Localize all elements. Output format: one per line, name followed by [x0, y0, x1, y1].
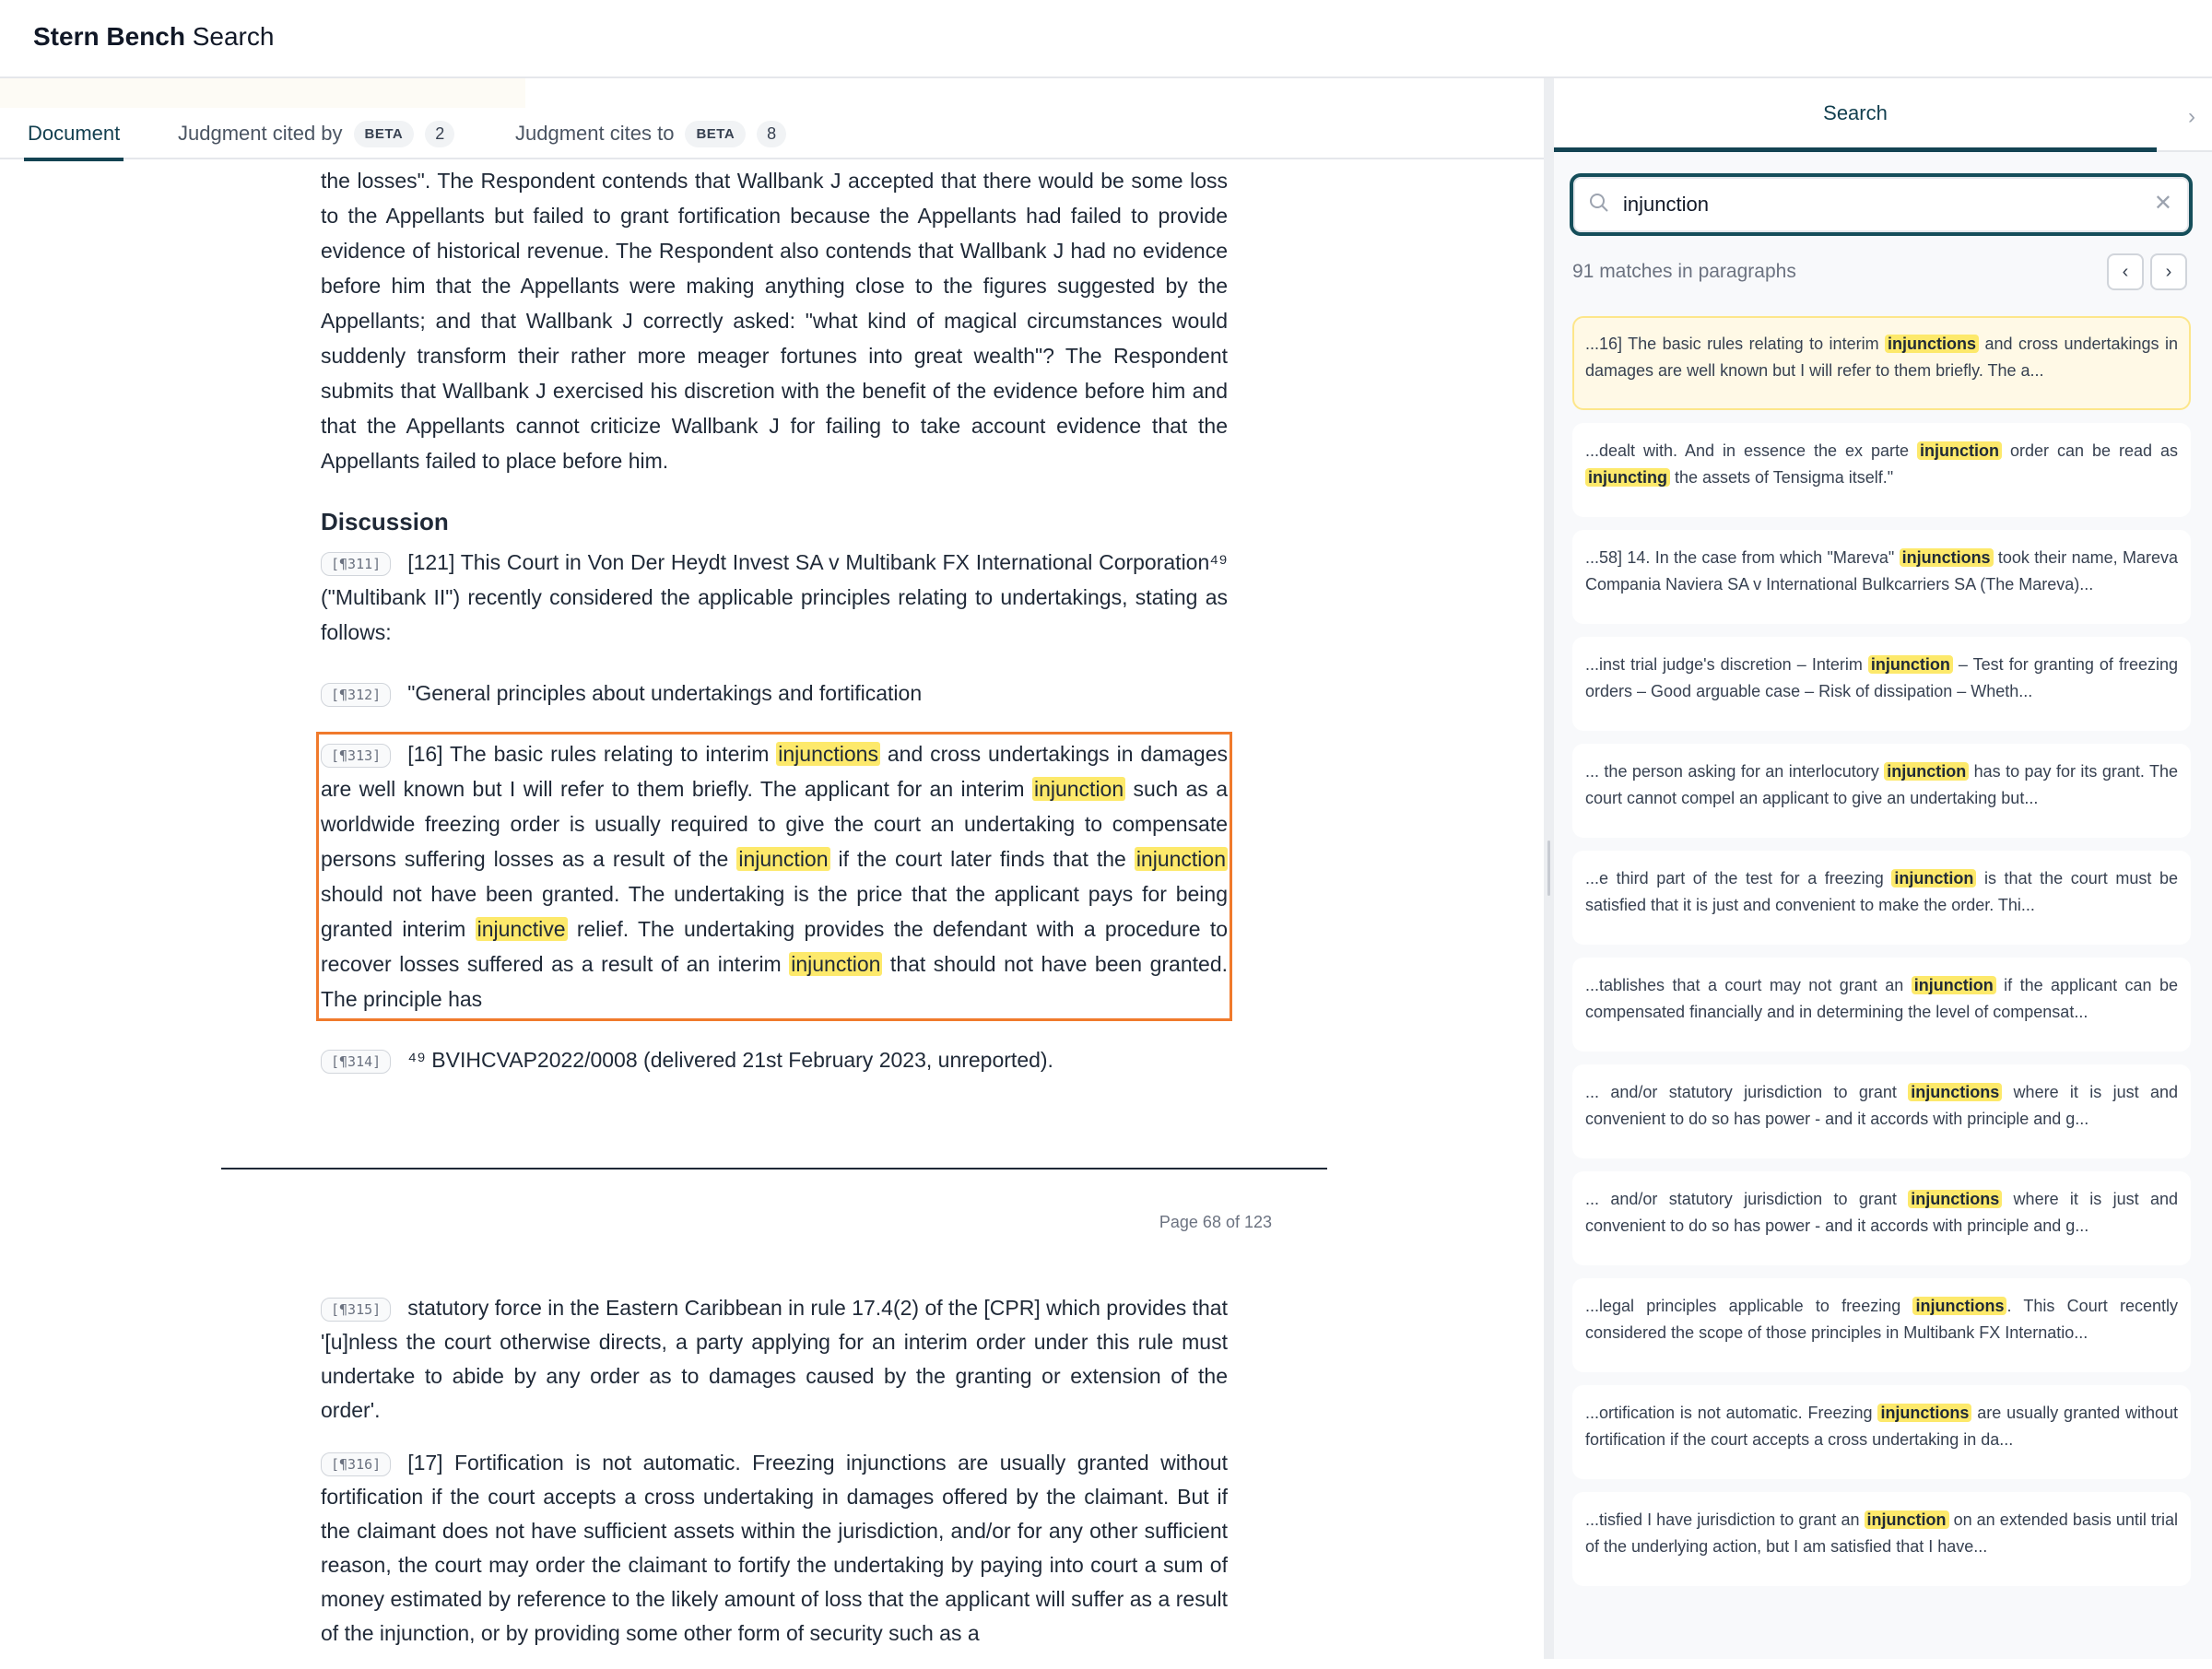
- prev-match-button[interactable]: ‹: [2107, 253, 2144, 290]
- paragraph-text: ⁴⁹ BVIHCVAP2022/0008 (delivered 21st February 2023, unreported).: [407, 1048, 1053, 1072]
- search-result-card[interactable]: [1572, 744, 2191, 838]
- paragraph-text: the losses". The Respondent contends that Wallbank J accepted that there would be some loss to the Appellants but failed to grant fortification because the Appellants had failed to provide evidence of historical revenue. The Respondent also contends that Wallbank J had no evidence before him that the Appellants were making anything close to the figures suggested by the Appellants; and that Wallbank J correctly asked: "what kind of magical circumstances would suddenly transform their rather more meager fortunes into great wealth"? The Respondent submits that Wallbank J exercised his discretion with the benefit of the evidence before him and that the Appellants cannot criticize Wallbank J for failing to take account evidence that the Appellants failed to place before him.: [321, 169, 1228, 473]
- result-text: ... the person asking for an interlocutory: [1585, 762, 1885, 781]
- search-result-card[interactable]: [1572, 316, 2191, 410]
- search-highlight: injunction: [738, 847, 829, 871]
- result-text: if the applicant can be compensated financially and in determining the level of compensat...: [1585, 976, 2179, 1021]
- result-hit: injunction: [1884, 762, 1969, 781]
- search-result-card[interactable]: [1572, 1064, 2191, 1158]
- paragraph: [321, 676, 1228, 711]
- search-highlight: injunction: [791, 952, 881, 976]
- tab-label: Document: [28, 122, 121, 145]
- result-hit: injunction: [1912, 976, 1996, 994]
- tab-label: Search: [1823, 100, 1888, 124]
- paragraph-text: "General principles about undertakings and fortification: [407, 681, 923, 705]
- result-text: where it is just and convenient to do so has power - and it accords with principle and g...: [1585, 1190, 2179, 1235]
- paragraph-marker[interactable]: [¶314]: [321, 1050, 391, 1074]
- result-text: and cross undertakings in damages are well known but I will refer to them briefly. The a...: [1585, 335, 2178, 380]
- paragraph: [321, 1291, 1228, 1428]
- search-box: [1570, 173, 2193, 236]
- result-text: are usually granted without fortification if the court accepts a cross undertaking in da...: [1585, 1404, 2178, 1449]
- paragraph-marker[interactable]: [¶311]: [321, 552, 391, 576]
- beta-badge: BETA: [685, 121, 746, 147]
- paragraph-text: [17] Fortification is not automatic. Freezing injunctions are usually granted without fortification if the court accepts a cross undertaking in damages offered by the claimant. But if the claimant does not have sufficient assets within the jurisdiction, and/or for any other sufficient reason, the court may order the claimant to fortify the undertaking by paying into court a sum of money estimated by reference to the likely amount of loss that the applicant will suffer as a result of the injunction, or by providing some other form of security such as a: [321, 1451, 1228, 1645]
- result-text: took their name, Mareva Compania Naviera SA v International Bulkcarriers SA (The Mareva)...: [1585, 548, 2178, 594]
- paragraph-marker[interactable]: [¶313]: [321, 744, 391, 768]
- result-text: – Test for granting of freezing orders – Good arguable case – Risk of dissipation – Wheth...: [1585, 655, 2179, 700]
- result-hit: injunction: [1917, 441, 2002, 460]
- result-text: on an extended basis until trial of the underlying action, but I am satisfied that I have...: [1585, 1510, 2178, 1556]
- result-text: ...dealt with. And in essence the ex parte: [1585, 441, 1918, 460]
- main-layout: [0, 78, 2212, 1659]
- beta-badge: BETA: [354, 121, 415, 147]
- result-hit: injunction: [1865, 1510, 1949, 1529]
- tab-search[interactable]: [1554, 78, 2157, 152]
- tab-document[interactable]: [28, 108, 120, 159]
- paragraph-text: should not have been granted. The undertaking is the price that the applicant pays for being granted interim: [321, 882, 1228, 941]
- tab-bar-tint: [0, 78, 525, 108]
- search-result-card[interactable]: [1572, 1278, 2191, 1372]
- paragraph-text: [121] This Court in Von Der Heydt Invest SA v Multibank FX International Corporation⁴⁹ ("Multibank II") recently considered the applicable principles relating to undertakings, stating as follows:: [321, 550, 1228, 644]
- result-text: ...16] The basic rules relating to interim: [1585, 335, 1886, 353]
- result-hit: injunctions: [1908, 1190, 2002, 1208]
- section-heading: Discussion: [321, 508, 449, 535]
- result-text: ...inst trial judge's discretion – Interim: [1585, 655, 1868, 674]
- document-panel: [0, 78, 1544, 1659]
- search-result-card[interactable]: [1572, 1492, 2191, 1586]
- paragraph-text: if the court later finds that the: [830, 847, 1135, 871]
- page-break-rule: [221, 1168, 1327, 1169]
- tab-judgment-cites-to[interactable]: [515, 108, 786, 159]
- result-text: ...58] 14. In the case from which "Mareva": [1585, 548, 1900, 567]
- tab-label: Judgment cited by: [178, 122, 343, 145]
- search-result-card[interactable]: [1572, 423, 2191, 517]
- result-hit: injuncting: [1585, 468, 1670, 487]
- search-panel-tabs: [1554, 78, 2212, 152]
- result-hit: injunctions: [1908, 1083, 2002, 1101]
- result-text: ...legal principles applicable to freezing: [1585, 1297, 1913, 1315]
- result-text: ...ortification is not automatic. Freezing: [1585, 1404, 1878, 1422]
- search-panel: [1554, 78, 2212, 1659]
- document-body-next-page: [321, 1291, 1228, 1669]
- result-text: ...tisfied I have jurisdiction to grant an: [1585, 1510, 1865, 1529]
- search-icon: [1588, 192, 1610, 214]
- result-hit: injunctions: [1900, 548, 1994, 567]
- search-result-card[interactable]: [1572, 1385, 2191, 1479]
- result-text: ...tablishes that a court may not grant an: [1585, 976, 1912, 994]
- result-text: ... and/or statutory jurisdiction to grant: [1585, 1190, 1909, 1208]
- search-highlight: injunctions: [778, 742, 878, 766]
- result-text: ...e third part of the test for a freezing: [1585, 869, 1892, 887]
- result-hit: injunctions: [1877, 1404, 1971, 1422]
- search-highlight: injunction: [1135, 847, 1226, 871]
- resize-grip[interactable]: [1547, 840, 1550, 896]
- paragraph-text: statutory force in the Eastern Caribbean in rule 17.4(2) of the [CPR] which provides that '[u]nless the court otherwise directs, a party applying for an interim order under this rule must undertake to abide by any order as to damages caused by the granting or extension of the order'.: [321, 1296, 1228, 1422]
- paragraph-marker[interactable]: [¶315]: [321, 1298, 391, 1322]
- result-hit: injunctions: [1912, 1297, 2006, 1315]
- paragraph-text: and cross undertakings in damages are well known but I will refer to them briefly. The applicant for an interim: [321, 742, 1229, 801]
- page-number-label: Page 68 of 123: [1159, 1213, 1272, 1231]
- paragraph-marker[interactable]: [¶316]: [321, 1452, 391, 1476]
- result-text: is that the court must be satisfied that it is just and convenient to make the order. Thi...: [1585, 869, 2178, 914]
- search-result-card[interactable]: [1572, 958, 2191, 1052]
- result-text: ... and/or statutory jurisdiction to grant: [1585, 1083, 1909, 1101]
- brand-bold: Stern Bench: [33, 22, 185, 51]
- paragraph-text: [16] The basic rules relating to interim: [407, 742, 777, 766]
- result-hit: injunction: [1868, 655, 1953, 674]
- count-badge: 8: [757, 121, 786, 147]
- active-paragraph: [321, 736, 1228, 1017]
- paragraph: [321, 1446, 1228, 1651]
- match-count: 91 matches in paragraphs: [1572, 261, 1796, 282]
- search-result-card[interactable]: [1572, 1171, 2191, 1265]
- paragraph-text: that should not have been granted. The principle has: [321, 952, 1229, 1011]
- result-text: has to pay for its grant. The court cannot compel an applicant to give an undertaking but...: [1585, 762, 2178, 807]
- result-hit: injunctions: [1885, 335, 1979, 353]
- paragraph: [321, 1042, 1228, 1077]
- brand-rest: Search: [184, 22, 275, 51]
- search-results-list: [1572, 316, 2191, 1599]
- result-text: order can be read as: [2002, 441, 2179, 460]
- panel-resize-divider[interactable]: [1544, 78, 1554, 1659]
- result-hit: injunction: [1891, 869, 1976, 887]
- tab-label: Judgment cites to: [515, 122, 675, 145]
- document-body: [321, 163, 1228, 1077]
- app-header: [0, 0, 2212, 78]
- result-text: where it is just and convenient to do so has power - and it accords with principle and g...: [1585, 1083, 2179, 1128]
- paragraph: [321, 163, 1228, 478]
- tab-judgment-cited-by[interactable]: [178, 108, 454, 159]
- search-result-card[interactable]: [1572, 637, 2191, 731]
- paragraph-text: such as a worldwide freezing order is usually required to give the court an undertaking to compensate persons suffering losses as a result of the: [321, 777, 1228, 871]
- search-input[interactable]: [1623, 186, 2139, 223]
- app-title: [33, 22, 2212, 52]
- document-tabs: [0, 78, 1544, 159]
- clear-icon[interactable]: ✕: [2153, 191, 2172, 216]
- result-text: the assets of Tensigma itself.": [1669, 468, 1894, 487]
- count-badge: 2: [425, 121, 454, 147]
- chevron-right-icon[interactable]: ›: [2188, 104, 2195, 129]
- search-highlight: injunctive: [477, 917, 566, 941]
- search-result-card[interactable]: [1572, 851, 2191, 945]
- search-result-card[interactable]: [1572, 530, 2191, 624]
- paragraph-marker[interactable]: [¶312]: [321, 683, 391, 707]
- search-highlight: injunction: [1033, 777, 1124, 801]
- paragraph: [321, 545, 1228, 650]
- next-match-button[interactable]: ›: [2150, 253, 2187, 290]
- paragraph-text: relief. The undertaking provides the defendant with a procedure to recover losses suffered as a result of an interim: [321, 917, 1228, 976]
- result-text: . This Court recently considered the scope of those principles in Multibank FX Internatio...: [1585, 1297, 2178, 1342]
